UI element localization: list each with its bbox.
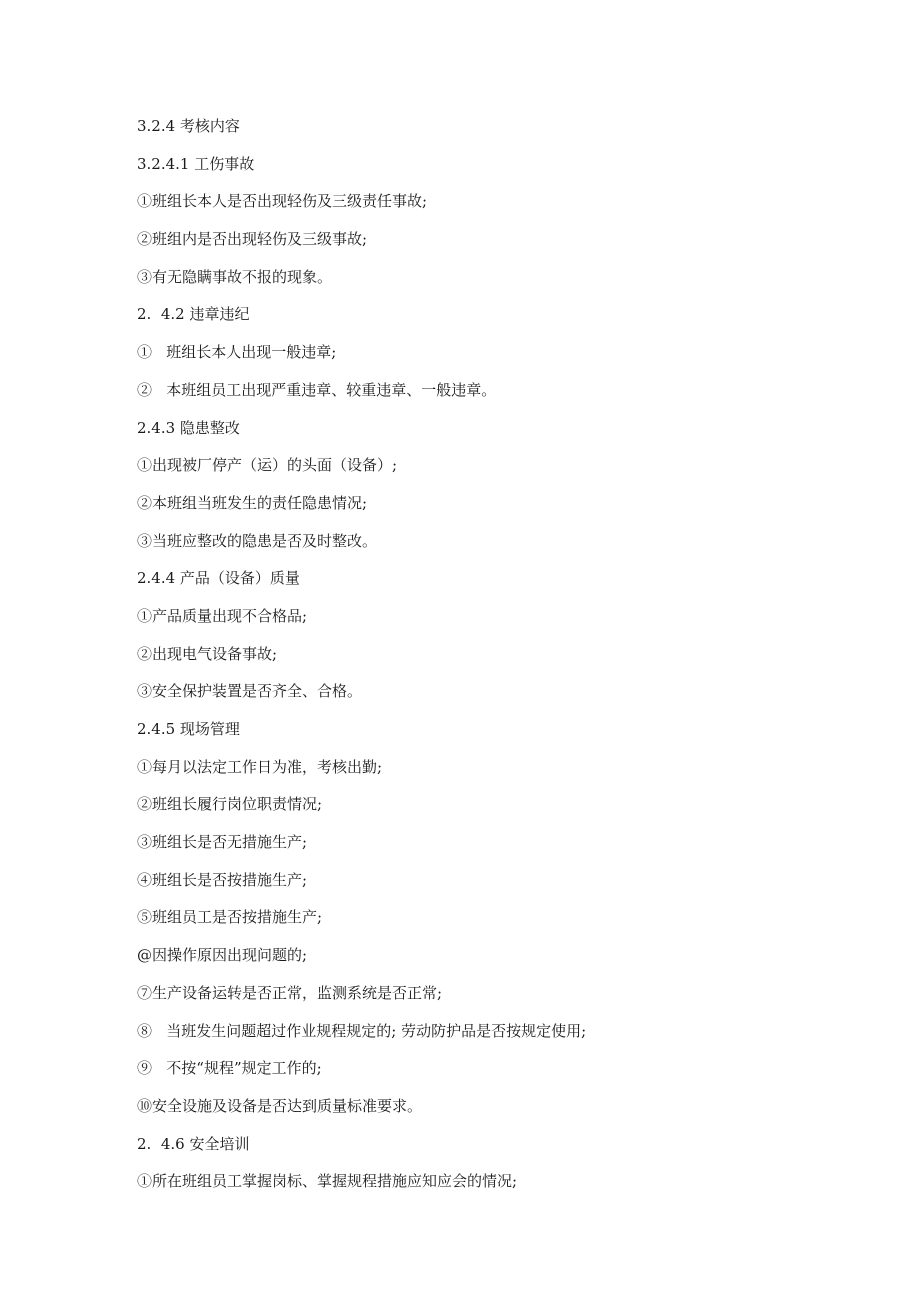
list-item: ① 班组长本人出现一般违章;: [137, 343, 337, 362]
subsection-heading: 2.4.5 现场管理: [137, 720, 240, 738]
list-item: ⑩安全设施及设备是否达到质量标准要求。: [137, 1096, 423, 1115]
list-item: ⑦生产设备运转是否正常，监测系统是否正常;: [137, 983, 443, 1002]
list-item: ②本班组当班发生的责任隐患情况;: [137, 493, 368, 512]
list-item: ①每月以法定工作日为准，考核出勤;: [137, 757, 383, 776]
subsection-heading: 2. 4.2 违章违纪: [137, 305, 250, 324]
subsection-heading: 3.2.4.1 工伤事故: [137, 154, 255, 173]
list-item: @因操作原因出现问题的;: [137, 946, 308, 965]
list-item: ② 本班组员工出现严重违章、较重违章、一般违章。: [137, 380, 497, 399]
subsection-heading: 2. 4.6 安全培训: [137, 1134, 250, 1153]
list-item: ⑨ 不按“规程”规定工作的;: [137, 1059, 322, 1078]
list-item: ⑤班组员工是否按措施生产;: [137, 908, 323, 927]
subsection-heading: 2.4.3 隐患整改: [137, 418, 240, 437]
list-item: ①所在班组员工掌握岗标、掌握规程措施应知应会的情况;: [137, 1172, 518, 1191]
section-heading: 3.2.4 考核内容: [137, 117, 240, 135]
list-item: ④班组长是否按措施生产;: [137, 870, 308, 889]
list-item: ③班组长是否无措施生产;: [137, 833, 308, 852]
list-item: ①班组长本人是否出现轻伤及三级责任事故;: [137, 192, 428, 211]
list-item: ①出现被厂停产（运）的头面（设备）;: [137, 456, 398, 475]
document-body: [137, 114, 837, 1207]
subsection-heading: 2.4.4 产品（设备）质量: [137, 569, 300, 588]
list-item: ③安全保护装置是否齐全、合格。: [137, 682, 363, 701]
list-item: ②出现电气设备事故;: [137, 644, 278, 663]
list-item: ①产品质量出现不合格品;: [137, 606, 308, 625]
list-item: ③有无隐瞒事故不报的现象。: [137, 267, 333, 286]
list-item: ③当班应整改的隐患是否及时整改。: [137, 531, 378, 550]
list-item: ②班组长履行岗位职责情况;: [137, 795, 323, 814]
list-item: ⑧ 当班发生问题超过作业规程规定的; 劳动防护品是否按规定使用;: [137, 1021, 587, 1040]
list-item: ②班组内是否出现轻伤及三级事故;: [137, 230, 368, 249]
